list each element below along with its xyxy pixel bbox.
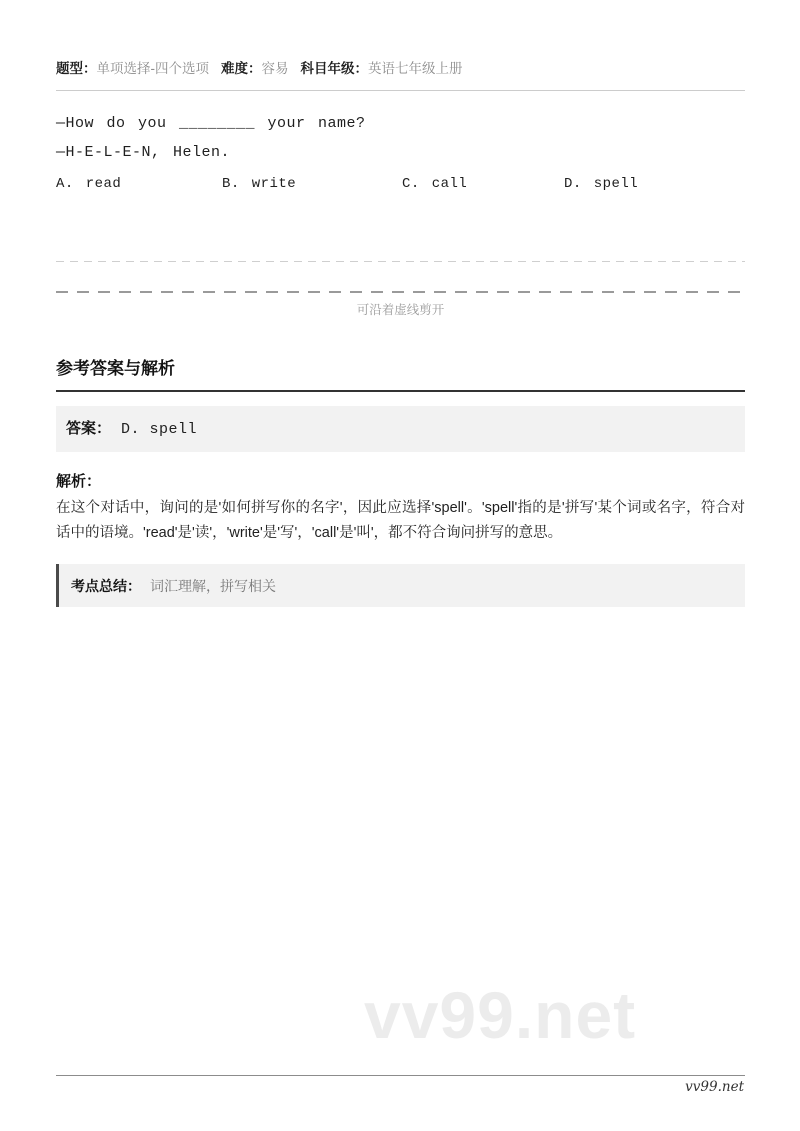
option-d: D. spell <box>564 176 639 192</box>
footer-divider <box>56 1075 745 1076</box>
footer-site-name: vv99.net <box>685 1079 744 1095</box>
header-divider <box>56 90 745 91</box>
question-line-2: —H-E-L-E-N, Helen. <box>56 144 231 161</box>
page-content <box>56 0 745 607</box>
cut-dashed-line-dark <box>56 291 745 293</box>
option-a: A. read <box>56 176 122 192</box>
answer-section-title: 参考答案与解析 <box>56 359 175 378</box>
question-line-1: —How do you ________ your name? <box>56 115 366 132</box>
question-type-label: 题型： <box>56 61 97 76</box>
question-meta-header <box>56 60 745 78</box>
difficulty-value: 容易 <box>261 61 289 76</box>
option-b: B. write <box>222 176 297 192</box>
subject-grade-value: 英语七年级上册 <box>368 61 463 76</box>
difficulty-label: 难度： <box>221 61 262 76</box>
options-row <box>56 175 745 193</box>
answer-box <box>56 406 745 452</box>
analysis-text: 在这个对话中，询问的是'如何拼写你的名字'，因此应选择'spell'。'spell'指的是'拼写'某个词或名字，符合对话中的语境。'read'是'读'，'write'是'写'，'call'是'叫'，都不符合询问拼写的意思。 <box>56 500 745 541</box>
question-block <box>56 115 745 193</box>
cut-instruction-label: 可沿着虚线剪开 <box>356 303 445 317</box>
answer-label: 答案： <box>66 420 112 437</box>
subject-grade-label: 科目年级： <box>300 61 368 76</box>
answer-value: D. spell <box>121 421 198 438</box>
option-c: C. call <box>402 176 468 192</box>
keypoint-value: 词汇理解，拼写相关 <box>150 578 276 594</box>
analysis-label: 解析： <box>56 473 102 490</box>
site-watermark: vv99.net <box>364 978 637 1052</box>
answer-section-divider <box>56 390 745 392</box>
keypoint-summary-box <box>56 564 745 607</box>
question-type-value: 单项选择-四个选项 <box>96 61 209 76</box>
cut-dashed-line-light <box>56 261 745 262</box>
keypoint-label: 考点总结： <box>71 578 141 594</box>
